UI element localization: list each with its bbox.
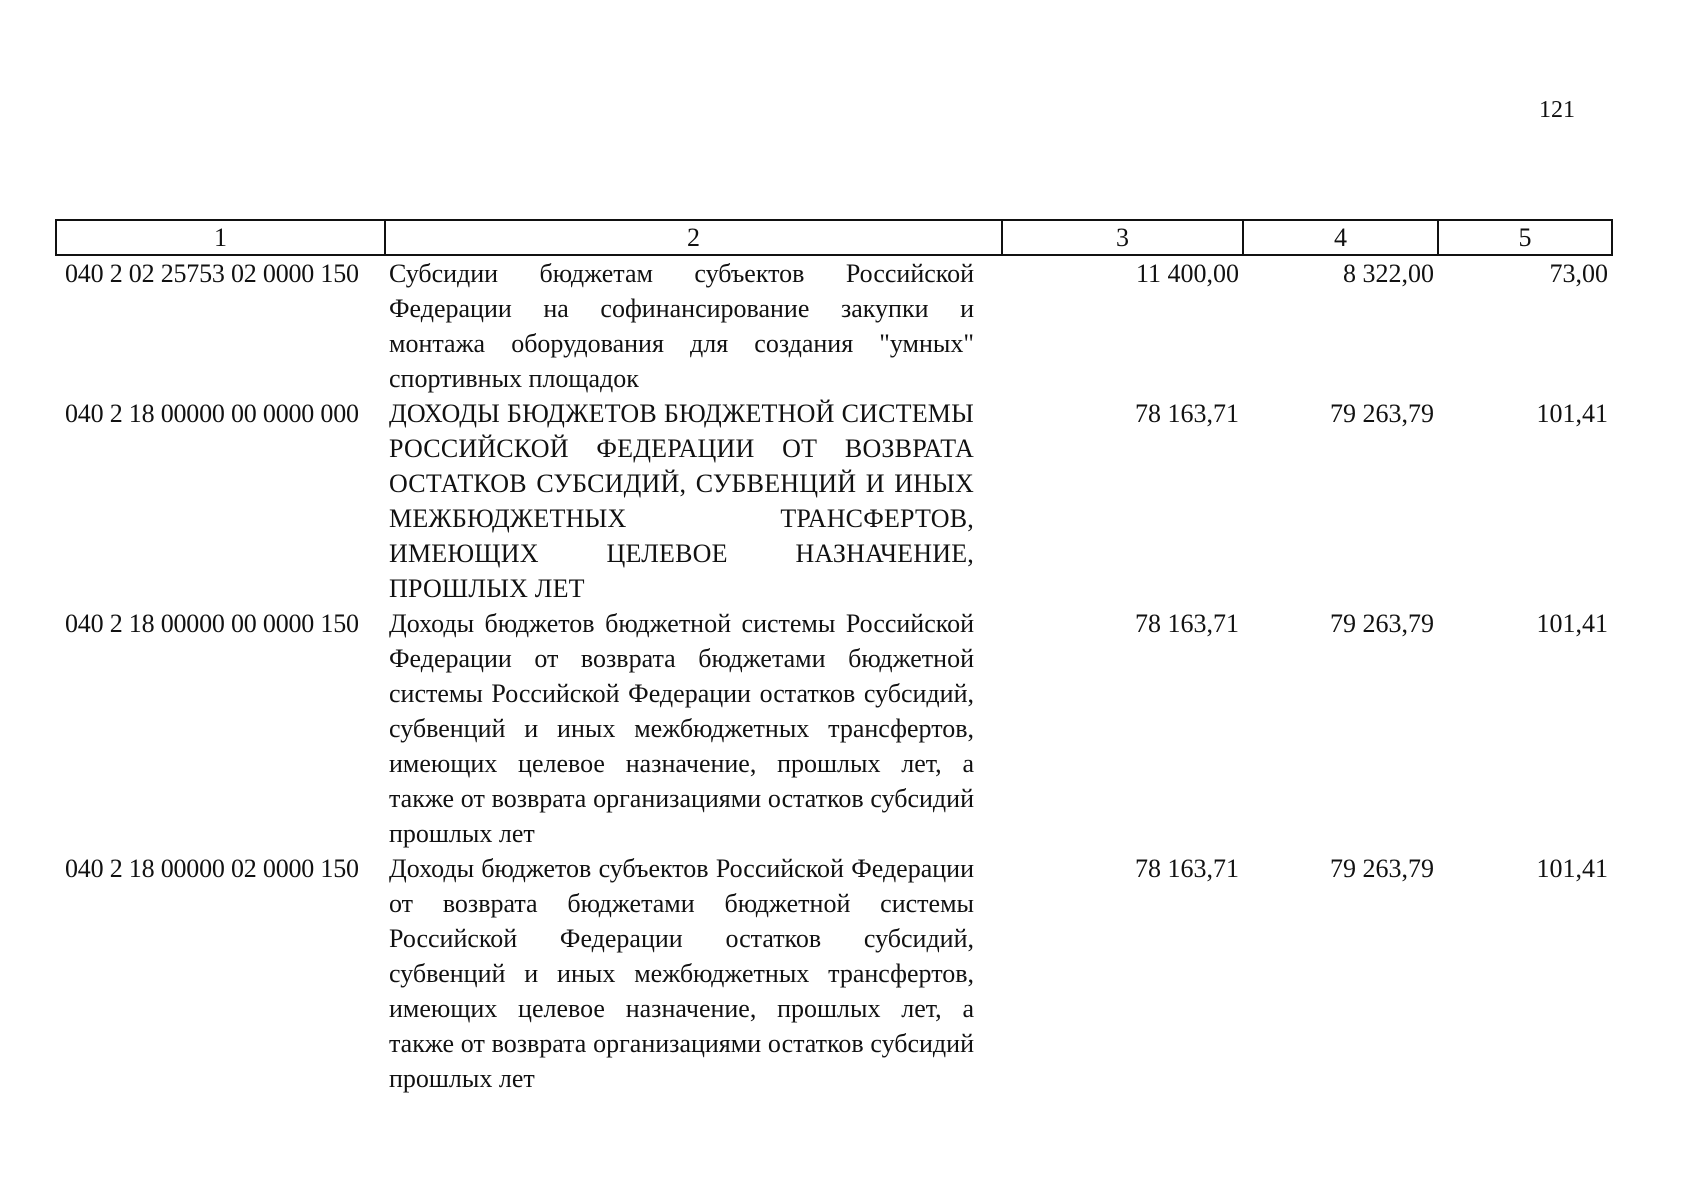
row-code: 040 2 18 00000 02 0000 150 <box>65 854 359 883</box>
table-body <box>56 255 1612 1096</box>
row-value-3: 11 400,00 <box>1135 259 1239 288</box>
row-code: 040 2 18 00000 00 0000 150 <box>65 609 359 638</box>
row-name: Доходы бюджетов субъектов Российской Федерации от возврата бюджетами бюджетной системы Российской Федерации остатков субсидий, субвенций и иных межбюджетных трансфертов, имеющих целевое назначение, прошлых лет, а также от возврата организациями остатков субсидий прошлых лет <box>389 854 974 1093</box>
row-value-5: 101,41 <box>1536 854 1608 883</box>
table-row <box>56 851 1612 1096</box>
row-value-4: 8 322,00 <box>1343 259 1434 288</box>
row-name: ДОХОДЫ БЮДЖЕТОВ БЮДЖЕТНОЙ СИСТЕМЫ РОССИЙСКОЙ ФЕДЕРАЦИИ ОТ ВОЗВРАТА ОСТАТКОВ СУБСИДИЙ, СУБВЕНЦИЙ И ИНЫХ МЕЖБЮДЖЕТНЫХ ТРАНСФЕРТОВ, ИМЕЮЩИХ ЦЕЛЕВОЕ НАЗНАЧЕНИЕ, ПРОШЛЫХ ЛЕТ <box>389 399 974 603</box>
row-code: 040 2 02 25753 02 0000 150 <box>65 259 359 288</box>
table-row <box>56 396 1612 606</box>
table-header <box>56 220 1612 255</box>
header-col-4: 4 <box>1243 220 1438 255</box>
row-value-3: 78 163,71 <box>1135 399 1239 428</box>
header-col-3: 3 <box>1002 220 1243 255</box>
header-col-5: 5 <box>1438 220 1612 255</box>
row-value-4: 79 263,79 <box>1330 609 1434 638</box>
row-value-5: 101,41 <box>1536 399 1608 428</box>
page-number: 121 <box>1539 97 1575 123</box>
header-col-1: 1 <box>56 220 385 255</box>
row-name: Доходы бюджетов бюджетной системы Российской Федерации от возврата бюджетами бюджетной системы Российской Федерации остатков субсидий, субвенций и иных межбюджетных трансфертов, имеющих целевое назначение, прошлых лет, а также от возврата организациями остатков субсидий прошлых лет <box>389 609 974 848</box>
header-row <box>56 220 1612 255</box>
table-row <box>56 255 1612 396</box>
row-value-5: 101,41 <box>1536 609 1608 638</box>
revenue-table <box>55 219 1613 1096</box>
header-col-2: 2 <box>385 220 1002 255</box>
row-value-4: 79 263,79 <box>1330 854 1434 883</box>
row-name: Субсидии бюджетам субъектов Российской Федерации на софинансирование закупки и монтажа оборудования для создания "умных" спортивных площадок <box>389 259 974 393</box>
row-code: 040 2 18 00000 00 0000 000 <box>65 399 359 428</box>
table-row <box>56 606 1612 851</box>
row-value-4: 79 263,79 <box>1330 399 1434 428</box>
row-value-3: 78 163,71 <box>1135 609 1239 638</box>
row-value-5: 73,00 <box>1549 259 1608 288</box>
row-value-3: 78 163,71 <box>1135 854 1239 883</box>
